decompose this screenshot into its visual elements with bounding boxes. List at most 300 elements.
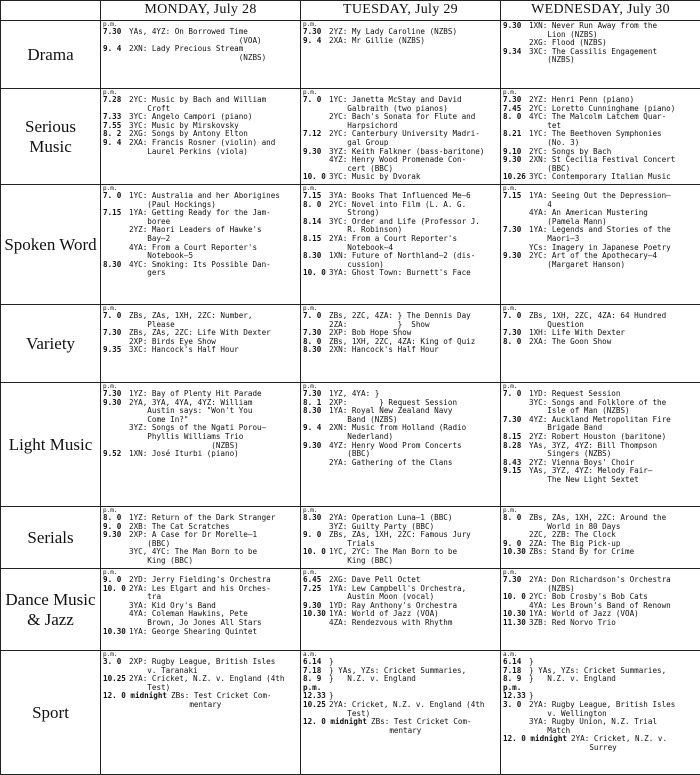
program-text: 1YA: World of Jazz (VOA) xyxy=(529,610,698,619)
program-text: 2YZ: Robert Houston (baritone) xyxy=(529,433,698,442)
day-schedule-cell xyxy=(501,383,700,507)
program-time: 12. 0 midnight xyxy=(503,735,567,752)
program-text: ZBs, ZAs, 1XH, 2ZC: Number, Please xyxy=(129,312,298,329)
program-text: 2XA: Mr Gillie (NZBS) xyxy=(329,37,498,46)
program-entry xyxy=(503,338,698,347)
program-time: 7.30 xyxy=(503,329,529,338)
program-text: 1YA: Legends and Stories of the Maori—3 xyxy=(529,226,698,243)
program-time xyxy=(103,602,129,611)
program-time xyxy=(503,718,529,735)
program-time: 3. 0 xyxy=(103,658,129,675)
program-text: ZBs: Test Cricket Com- mentary xyxy=(171,692,298,709)
program-time xyxy=(103,226,129,243)
program-time: 9.30 xyxy=(103,399,129,425)
program-entry xyxy=(103,424,298,450)
program-text: ZBs, 1XH, 2ZC, 4ZA: 64 Hundred Question xyxy=(529,312,698,329)
program-entry xyxy=(503,576,698,593)
program-time: 8. 1 xyxy=(303,399,329,408)
program-text: ZBs: Stand By for Crime xyxy=(529,548,698,557)
day-schedule-cell xyxy=(501,651,700,775)
program-time: 9. 0 xyxy=(103,523,129,532)
program-entry xyxy=(503,22,698,39)
program-text: 2XN: St Cecilia Festival Concert (BBC) xyxy=(529,156,698,173)
program-time: 7.30 xyxy=(503,226,529,243)
program-time: 10.30 xyxy=(503,610,529,619)
program-text: 3YC: Songs and Folklore of the Isle of Man (NZBS) xyxy=(529,399,698,416)
program-time: 8. 0 xyxy=(503,514,529,531)
program-text: 2YA: Gathering of the Clans xyxy=(329,459,498,468)
program-time: 7.30 xyxy=(103,28,129,45)
program-text: 4YA: From a Court Reporter's Notebook—5 xyxy=(129,244,298,261)
program-time: 12.33 xyxy=(503,692,529,701)
program-text: 2XN: Music from Holland (Radio Nederland) xyxy=(329,424,498,441)
program-entry xyxy=(103,346,298,355)
program-text: 1YA: Seeing Out the Depression— 4 xyxy=(529,192,698,209)
program-entry xyxy=(303,269,498,278)
program-text: 2XN: Hancock's Half Hour xyxy=(329,346,498,355)
program-entry xyxy=(503,718,698,735)
program-time: 8.30 xyxy=(303,514,329,523)
program-time: 8. 9 xyxy=(503,675,529,684)
program-entry xyxy=(303,130,498,147)
program-time: 10. 0 xyxy=(103,585,129,602)
program-text: 3ZB: Red Norvo Trio xyxy=(529,619,698,628)
program-text: 2YC: Music by Bach and William Croft xyxy=(129,96,298,113)
program-time: 7.25 xyxy=(303,585,329,602)
day-schedule-cell xyxy=(301,305,501,383)
program-text: } N.Z. v. England xyxy=(329,675,498,684)
program-entry xyxy=(503,416,698,433)
program-time: 7. 0 xyxy=(303,96,329,113)
program-time: 7. 0 xyxy=(503,312,529,329)
program-entry xyxy=(103,192,298,209)
program-time: 7.30 xyxy=(503,416,529,433)
time-period-marker: p.m. xyxy=(303,186,498,192)
program-text: 2XB: The Cat Scratches xyxy=(129,523,298,532)
program-entry xyxy=(503,48,698,65)
program-entry xyxy=(103,531,298,548)
program-time: 9.30 xyxy=(103,531,129,548)
program-text xyxy=(329,684,498,693)
program-time: 7. 0 xyxy=(103,312,129,329)
day-schedule-cell xyxy=(501,21,700,89)
program-text: 2YC: Songs by Bach xyxy=(529,148,698,157)
program-text: 1YZ, 4YA: } xyxy=(329,390,498,399)
time-period-marker: p.m. xyxy=(303,384,498,390)
program-text: 2YA: Cricket, N.Z. v. Surrey xyxy=(571,735,698,752)
program-text: 1YA: Royal New Zealand Navy Band (NZBS) xyxy=(329,407,498,424)
program-text: } YAs, YZs: Cricket Summaries, xyxy=(529,667,698,676)
program-time xyxy=(103,424,129,450)
program-text: 2XG: Songs by Antony Elton xyxy=(129,130,298,139)
category-row xyxy=(1,305,700,383)
program-text: 1XN: Never Run Away from the Lion (NZBS) xyxy=(529,22,698,39)
day-schedule-cell xyxy=(301,507,501,569)
program-time: 7.30 xyxy=(503,96,529,105)
program-text: 4YZ: Auckland Metropolitan Fire Brigade Band xyxy=(529,416,698,433)
program-entry xyxy=(303,531,498,548)
program-time xyxy=(103,610,129,627)
program-text: 2XP: Birds Eye Show xyxy=(129,338,298,347)
program-time: 9.30 xyxy=(303,442,329,459)
program-text: 4YA: An American Mustering (Pamela Mann) xyxy=(529,209,698,226)
category-label: Dance Music & Jazz xyxy=(1,569,101,651)
program-text: 2YZ: Henri Penn (piano) xyxy=(529,96,698,105)
program-text: 3XC: The Cassilis Engagement (NZBS) xyxy=(529,48,698,65)
program-entry xyxy=(303,173,498,182)
program-text: 3YA: Rugby Union, N.Z. Trial Match xyxy=(529,718,698,735)
program-text: } YAs, YZs: Cricket Summaries, xyxy=(329,667,498,676)
day-header: TUESDAY, July 29 xyxy=(301,1,501,21)
day-header: WEDNESDAY, July 30 xyxy=(501,1,700,21)
program-time: 8. 2 xyxy=(103,130,129,139)
program-entry xyxy=(503,619,698,628)
program-entry xyxy=(303,37,498,46)
program-time: 7.18 xyxy=(303,667,329,676)
program-time xyxy=(303,113,329,130)
time-period-marker: p.m. xyxy=(303,90,498,96)
program-time: 9.52 xyxy=(103,450,129,459)
program-time: 9.30 xyxy=(303,602,329,611)
time-period-marker: p.m. xyxy=(503,186,698,192)
category-row xyxy=(1,89,700,185)
program-time: 12. 0 midnight xyxy=(103,692,167,709)
program-time: 7.30 xyxy=(303,390,329,399)
program-time: p.m. xyxy=(503,684,529,693)
day-schedule-cell xyxy=(501,185,700,305)
program-entry xyxy=(103,209,298,226)
program-time: 9. 0 xyxy=(503,540,529,549)
program-text: 2YC: Loretto Cunninghame (piano) xyxy=(529,105,698,114)
program-time xyxy=(103,548,129,565)
program-time: 10.30 xyxy=(103,628,129,637)
time-period-marker: p.m. xyxy=(503,384,698,390)
program-text: 2XG: Dave Pell Octet xyxy=(329,576,498,585)
category-row xyxy=(1,569,700,651)
program-text: YAs, 4YZ: On Borrowed Time (VOA) xyxy=(129,28,298,45)
program-text: 2YC: Bob Crosby's Bob Cats xyxy=(529,593,698,602)
day-header-row xyxy=(1,1,700,21)
program-text: 3XC: Hancock's Half Hour xyxy=(129,346,298,355)
program-entry xyxy=(503,192,698,209)
time-period-marker: p.m. xyxy=(303,306,498,312)
day-schedule-cell xyxy=(101,569,301,651)
program-text: 2YA: Cricket, N.Z. v. England (4th Test) xyxy=(329,701,498,718)
day-schedule-cell xyxy=(301,21,501,89)
program-text: } xyxy=(329,658,498,667)
time-period-marker: p.m. xyxy=(503,508,698,514)
program-time: 10. 0 xyxy=(303,548,329,565)
program-text: 3YC: Angelo Campori (piano) xyxy=(129,113,298,122)
time-period-marker: p.m. xyxy=(103,306,298,312)
program-entry xyxy=(503,130,698,147)
program-entry xyxy=(503,252,698,269)
day-schedule-cell xyxy=(101,305,301,383)
program-text: YAs, 3YZ, 4YZ: Melody Fair— The New Light Sextet xyxy=(529,467,698,484)
time-period-marker: p.m. xyxy=(303,508,498,514)
program-time: 9.35 xyxy=(103,346,129,355)
program-text: 2YZ: Vienna Boys' Choir xyxy=(529,459,698,468)
program-text: ZBs, ZAs, 1XH, 2ZC: Famous Jury Trials xyxy=(329,531,498,548)
program-entry xyxy=(303,113,498,130)
program-time: 7.30 xyxy=(103,329,129,338)
program-text: ZBs, ZAs, 2ZC: Life With Dexter xyxy=(129,329,298,338)
category-row xyxy=(1,185,700,305)
program-text: 2YA: Don Richardson's Orchestra (NZBS) xyxy=(529,576,698,593)
program-entry xyxy=(103,28,298,45)
program-time: 7.55 xyxy=(103,122,129,131)
program-text: 3YA: Ghost Town: Burnett's Face xyxy=(329,269,498,278)
program-text: 2YA: Cricket, N.Z. v. England (4th Test) xyxy=(129,675,298,692)
program-time: 10. 0 xyxy=(303,173,329,182)
program-time: 10.30 xyxy=(303,610,329,619)
program-text: 3YC: Contemporary Italian Music xyxy=(529,173,698,182)
program-time: 7.18 xyxy=(503,667,529,676)
program-entry xyxy=(103,312,298,329)
program-time: 9. 4 xyxy=(103,139,129,156)
program-time: 10.26 xyxy=(503,173,529,182)
program-entry xyxy=(503,442,698,459)
category-label: Sport xyxy=(1,651,101,775)
program-time: 8. 0 xyxy=(103,514,129,523)
category-label: Variety xyxy=(1,305,101,383)
program-entry xyxy=(103,658,298,675)
program-text: 2XN: Lady Precious Stream (NZBS) xyxy=(129,45,298,62)
category-row xyxy=(1,383,700,507)
program-entry xyxy=(303,548,498,565)
day-schedule-cell xyxy=(301,383,501,507)
program-entry xyxy=(103,261,298,278)
program-text: 3YA: Books That Influenced Me—6 xyxy=(329,192,498,201)
program-text: 2XP: Rugby League, British Isles v. Taranaki xyxy=(129,658,298,675)
program-text: 1YA: Getting Ready for the Jam- boree xyxy=(129,209,298,226)
program-time: 3. 0 xyxy=(503,701,529,718)
program-text: 3YC, 4YC: The Man Born to be King (BBC) xyxy=(129,548,298,565)
time-period-marker: p.m. xyxy=(103,186,298,192)
program-time: 9.30 xyxy=(503,252,529,269)
program-entry xyxy=(503,312,698,329)
day-schedule-cell xyxy=(101,21,301,89)
day-schedule-cell xyxy=(501,507,700,569)
day-schedule-cell xyxy=(101,383,301,507)
program-entry xyxy=(103,399,298,425)
program-text: 2XA: Francis Rosner (violin) and Laurel Perkins (viola) xyxy=(129,139,298,156)
program-time: 10.25 xyxy=(103,675,129,692)
program-entry xyxy=(303,424,498,441)
program-text: 1YC, 2YC: The Man Born to be King (BBC) xyxy=(329,548,498,565)
program-text: YAs, 3YZ, 4YZ: Bill Thompson Singers (NZBS) xyxy=(529,442,698,459)
program-entry xyxy=(103,139,298,156)
program-text: 2YZ: Maori Leaders of Hawke's Bay—2 xyxy=(129,226,298,243)
day-schedule-cell xyxy=(501,569,700,651)
program-entry xyxy=(303,156,498,173)
program-text: 2YA: Les Elgart and his Orches- tra xyxy=(129,585,298,602)
program-text xyxy=(529,684,698,693)
program-text: 3YC: Music by Dvorak xyxy=(329,173,498,182)
category-label: Drama xyxy=(1,21,101,89)
program-time: 8.28 xyxy=(503,442,529,459)
program-time: 8. 0 xyxy=(303,201,329,218)
program-entry xyxy=(103,548,298,565)
corner-cell xyxy=(1,1,101,21)
category-label: Serious Music xyxy=(1,89,101,185)
program-text: 1YC: The Beethoven Symphonies (No. 3) xyxy=(529,130,698,147)
program-entry xyxy=(303,235,498,252)
program-entry xyxy=(303,346,498,355)
program-time: 9.15 xyxy=(503,467,529,484)
program-time: 7. 0 xyxy=(303,312,329,321)
program-time: 8. 0 xyxy=(503,338,529,347)
program-entry xyxy=(303,407,498,424)
program-entry xyxy=(303,675,498,684)
program-time: 7.33 xyxy=(103,113,129,122)
program-entry xyxy=(503,113,698,130)
program-entry xyxy=(303,218,498,235)
program-text: ZBs, 1XH, 2ZC, 4ZA: King of Quiz xyxy=(329,338,498,347)
program-time: 9.34 xyxy=(503,48,529,65)
program-text: 1XH: Life With Dexter xyxy=(529,329,698,338)
program-time: 9. 4 xyxy=(303,37,329,46)
program-entry xyxy=(103,226,298,243)
time-period-marker: p.m. xyxy=(503,90,698,96)
program-time xyxy=(503,399,529,416)
time-period-marker: p.m. xyxy=(503,306,698,312)
program-entry xyxy=(503,548,698,557)
program-text: 1YA: George Shearing Quintet xyxy=(129,628,298,637)
program-text: 2ZA: } Show xyxy=(329,321,498,330)
program-time: 9.30 xyxy=(503,156,529,173)
program-time: 8.14 xyxy=(303,218,329,235)
program-time: 12. 0 midnight xyxy=(303,718,367,735)
program-entry xyxy=(503,675,698,684)
category-label: Light Music xyxy=(1,383,101,507)
program-entry xyxy=(303,619,498,628)
program-text: 3YC: Music by Mirskovsky xyxy=(129,122,298,131)
program-text: 4YC: The Malcolm Latchem Quar- tet xyxy=(529,113,698,130)
program-text: 3YA: Kid Ory's Band xyxy=(129,602,298,611)
day-header: MONDAY, July 28 xyxy=(101,1,301,21)
day-schedule-cell xyxy=(101,507,301,569)
program-time xyxy=(303,619,329,628)
program-text: 2XP: A Case for Dr Morelle—1 (BBC) xyxy=(129,531,298,548)
program-entry xyxy=(303,718,498,735)
program-text: 4YZ: Henry Wood Promenade Con- cert (BBC) xyxy=(329,156,498,173)
program-text: 1YC: Janetta McStay and David Galbraith (two pianos) xyxy=(329,96,498,113)
day-schedule-cell xyxy=(101,651,301,775)
program-time: 9. 4 xyxy=(103,45,129,62)
program-text: 3YC: Order and Life (Professor J. R. Robinson) xyxy=(329,218,498,235)
program-text: 4YA: Coleman Hawkins, Pete Brown, Jo Jones All Stars xyxy=(129,610,298,627)
program-entry xyxy=(503,209,698,226)
program-entry xyxy=(303,252,498,269)
program-text: 1YA: World of Jazz (VOA) xyxy=(329,610,498,619)
time-period-marker: p.m. xyxy=(103,508,298,514)
program-text: 1YA: Lew Campbell's Orchestra, Austin Moon (vocal) xyxy=(329,585,498,602)
program-text: 2YZ: My Lady Caroline (NZBS) xyxy=(329,28,498,37)
program-time: 9. 4 xyxy=(303,424,329,441)
program-time: 11.30 xyxy=(503,619,529,628)
time-period-marker: a.m. xyxy=(503,652,698,658)
category-label: Serials xyxy=(1,507,101,569)
program-text: 3YZ: Keith Falkner (bass-baritone) xyxy=(329,148,498,157)
program-text: 2XA: The Goon Show xyxy=(529,338,698,347)
program-time: 12.33 xyxy=(303,692,329,701)
program-entry xyxy=(303,585,498,602)
program-text: YCs: Imagery in Japanese Poetry xyxy=(529,244,698,253)
program-time: 8. 0 xyxy=(503,113,529,130)
program-entry xyxy=(503,514,698,531)
program-time: 7.28 xyxy=(103,96,129,113)
day-schedule-cell xyxy=(301,185,501,305)
program-entry xyxy=(503,173,698,182)
time-period-marker: a.m. xyxy=(303,652,498,658)
program-text: 3YZ: Guilty Party (BBC) xyxy=(329,523,498,532)
day-schedule-cell xyxy=(101,89,301,185)
program-text: 2YA, 3YA, 4YA, 4YZ: William Austin says: "Won't You Come In?" xyxy=(129,399,298,425)
program-text: } xyxy=(529,658,698,667)
program-time: 9.30 xyxy=(303,148,329,157)
program-time: 8.30 xyxy=(303,407,329,424)
program-time: 7.12 xyxy=(303,130,329,147)
program-entry xyxy=(503,156,698,173)
program-entry xyxy=(503,226,698,243)
program-time: 7.15 xyxy=(303,192,329,201)
program-text: 1XN: José Iturbi (piano) xyxy=(129,450,298,459)
program-text: 2YA: From a Court Reporter's Notebook—4 xyxy=(329,235,498,252)
program-time: 6.14 xyxy=(503,658,529,667)
program-time: 7. 0 xyxy=(503,390,529,399)
program-time: 6.14 xyxy=(303,658,329,667)
program-text: 2YA: Operation Luna—1 (BBC) xyxy=(329,514,498,523)
program-entry xyxy=(103,675,298,692)
program-entry xyxy=(103,692,298,709)
program-text: } xyxy=(529,692,698,701)
program-text: 2YD: Jerry Fielding's Orchestra xyxy=(129,576,298,585)
time-period-marker: p.m. xyxy=(103,384,298,390)
category-row xyxy=(1,21,700,89)
program-time: 7.15 xyxy=(103,209,129,226)
program-text: 1YZ: Bay of Plenty Hit Parade xyxy=(129,390,298,399)
day-schedule-cell xyxy=(301,89,501,185)
category-label: Spoken Word xyxy=(1,185,101,305)
program-entry xyxy=(103,628,298,637)
program-time xyxy=(303,459,329,468)
program-entry xyxy=(303,96,498,113)
program-text: ZBs, 2ZC, 4ZA: } The Dennis Day xyxy=(329,312,498,321)
program-time: 10.30 xyxy=(503,548,529,557)
program-text: } xyxy=(329,692,498,701)
time-period-marker: p.m. xyxy=(503,570,698,576)
program-entry xyxy=(103,96,298,113)
program-time: 10.25 xyxy=(303,701,329,718)
program-text: 1YD: Ray Anthony's Orchestra xyxy=(329,602,498,611)
program-time: 9.10 xyxy=(503,148,529,157)
program-time: 9. 0 xyxy=(103,576,129,585)
program-text: 2XP: Bob Hope Show xyxy=(329,329,498,338)
day-schedule-cell xyxy=(301,569,501,651)
time-period-marker: p.m. xyxy=(303,22,498,28)
program-text: 3YZ: Songs of the Ngati Porou— Phyllis Williams Trio (NZBS) xyxy=(129,424,298,450)
program-entry xyxy=(103,610,298,627)
program-time: 7.30 xyxy=(103,390,129,399)
program-time: 8.21 xyxy=(503,130,529,147)
program-time: 9.30 xyxy=(503,22,529,39)
program-text: ZBs: Test Cricket Com- mentary xyxy=(371,718,498,735)
program-time: 8.30 xyxy=(303,252,329,269)
program-time: 8. 0 xyxy=(303,338,329,347)
program-time xyxy=(503,209,529,226)
program-time: 8.15 xyxy=(303,235,329,252)
